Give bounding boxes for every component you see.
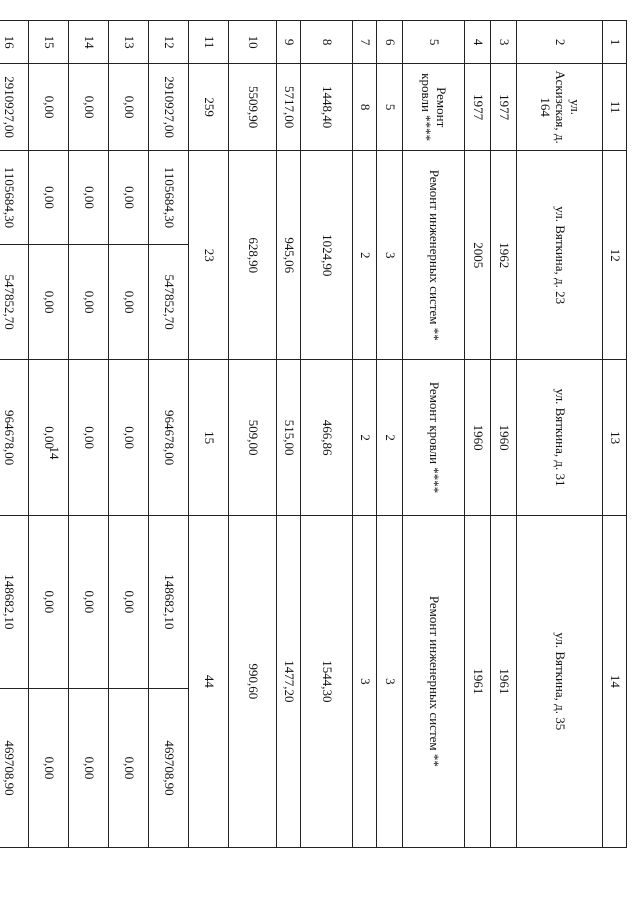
- data-cell: 1960: [465, 360, 491, 515]
- data-cell: 1544,30: [301, 515, 353, 847]
- data-cell: 0,00: [109, 151, 149, 245]
- data-cell: 148682,10: [0, 515, 29, 688]
- data-cell: 5509,90: [229, 64, 277, 151]
- data-cell: 5: [377, 64, 403, 151]
- table-row: [301, 21, 353, 848]
- table-row: [109, 21, 149, 848]
- address-cell: ул. Аскизская, д. 164: [517, 64, 603, 151]
- data-cell: 8: [353, 64, 377, 151]
- data-cell: 0,00: [109, 64, 149, 151]
- table-row: [517, 21, 603, 848]
- data-cell: 23: [189, 151, 229, 360]
- column-number-cell: 12: [149, 21, 189, 64]
- data-cell: 0,00: [29, 151, 69, 245]
- data-cell: 990,60: [229, 515, 277, 847]
- data-cell: 0,00: [29, 360, 69, 515]
- data-cell: 964678,00: [149, 360, 189, 515]
- table-row: [603, 21, 627, 848]
- data-cell: 1105684,30: [0, 151, 29, 245]
- table-row: [491, 21, 517, 848]
- column-number-cell: 15: [29, 21, 69, 64]
- page-number: 14: [47, 446, 62, 460]
- data-cell: 628,90: [229, 151, 277, 360]
- data-cell: 509,00: [229, 360, 277, 515]
- address-cell: ул. Вяткина, д. 23: [517, 151, 603, 360]
- data-cell: 1961: [491, 515, 517, 847]
- address-cell: ул. Вяткина, д. 31: [517, 360, 603, 515]
- data-cell: 547852,70: [149, 244, 189, 360]
- table-row: [69, 21, 109, 848]
- data-cell: 259: [189, 64, 229, 151]
- data-cell: 466,86: [301, 360, 353, 515]
- data-cell: 3: [377, 151, 403, 360]
- data-cell: 0,00: [109, 689, 149, 848]
- table-row: [403, 21, 465, 848]
- data-cell: 3: [377, 515, 403, 847]
- table-row: [277, 21, 301, 848]
- data-cell: Ремонт инженерных систем **: [403, 515, 465, 847]
- column-number-cell: 8: [301, 21, 353, 64]
- data-cell: 469708,90: [0, 689, 29, 848]
- data-cell: 5717,00: [277, 64, 301, 151]
- column-number-cell: 2: [517, 21, 603, 64]
- data-cell: 1977: [491, 64, 517, 151]
- data-cell: 1961: [465, 515, 491, 847]
- table-row: [189, 21, 229, 848]
- rotated-table-container: [1, 20, 627, 848]
- data-cell: 1977: [465, 64, 491, 151]
- data-cell: 0,00: [69, 64, 109, 151]
- data-cell: 0,00: [69, 151, 109, 245]
- data-cell: 0,00: [69, 244, 109, 360]
- data-cell: 1477,20: [277, 515, 301, 847]
- column-number-cell: 16: [0, 21, 29, 64]
- row-number-cell: 14: [603, 515, 627, 847]
- table-row: [353, 21, 377, 848]
- data-cell: 547852,70: [0, 244, 29, 360]
- table-row: [149, 21, 189, 848]
- data-cell: 1962: [491, 151, 517, 360]
- column-number-cell: 11: [189, 21, 229, 64]
- row-number-cell: 13: [603, 360, 627, 515]
- data-cell: Ремонт кровли ****: [403, 64, 465, 151]
- data-cell: 2: [353, 360, 377, 515]
- column-number-cell: 4: [465, 21, 491, 64]
- table-row: [29, 21, 69, 848]
- data-cell: 15: [189, 360, 229, 515]
- data-cell: 0,00: [69, 689, 109, 848]
- data-cell: 0,00: [69, 360, 109, 515]
- data-cell: 0,00: [29, 689, 69, 848]
- data-cell: 1448,40: [301, 64, 353, 151]
- row-number-cell: 11: [603, 64, 627, 151]
- capital-repair-table: [0, 20, 627, 848]
- data-cell: 0,00: [29, 64, 69, 151]
- table-row: [377, 21, 403, 848]
- data-cell: 964678,00: [0, 360, 29, 515]
- row-number-cell: 12: [603, 151, 627, 360]
- data-cell: Ремонт кровли ****: [403, 360, 465, 515]
- table-row: [229, 21, 277, 848]
- data-cell: 3: [353, 515, 377, 847]
- data-cell: 2: [377, 360, 403, 515]
- data-cell: 515,00: [277, 360, 301, 515]
- column-number-cell: 7: [353, 21, 377, 64]
- table-row: [465, 21, 491, 848]
- data-cell: 945,06: [277, 151, 301, 360]
- data-cell: 0,00: [109, 515, 149, 688]
- column-number-cell: 9: [277, 21, 301, 64]
- column-number-cell: 6: [377, 21, 403, 64]
- data-cell: 0,00: [29, 515, 69, 688]
- data-cell: 1024,90: [301, 151, 353, 360]
- data-cell: 2: [353, 151, 377, 360]
- data-cell: 2005: [465, 151, 491, 360]
- data-cell: 2910927,00: [149, 64, 189, 151]
- data-cell: 469708,90: [149, 689, 189, 848]
- column-number-cell: 5: [403, 21, 465, 64]
- column-number-cell: 3: [491, 21, 517, 64]
- data-cell: Ремонт инженерных систем **: [403, 151, 465, 360]
- data-cell: 0,00: [69, 515, 109, 688]
- column-number-cell: 14: [69, 21, 109, 64]
- data-cell: 0,00: [29, 244, 69, 360]
- table-row: [0, 21, 29, 848]
- column-number-cell: 1: [603, 21, 627, 64]
- column-number-cell: 13: [109, 21, 149, 64]
- data-cell: 44: [189, 515, 229, 847]
- data-cell: 0,00: [109, 244, 149, 360]
- data-cell: 1105684,30: [149, 151, 189, 245]
- address-cell: ул. Вяткина, д. 35: [517, 515, 603, 847]
- data-cell: 1960: [491, 360, 517, 515]
- data-cell: 2910927,00: [0, 64, 29, 151]
- data-cell: 148682,10: [149, 515, 189, 688]
- column-number-cell: 10: [229, 21, 277, 64]
- data-cell: 0,00: [109, 360, 149, 515]
